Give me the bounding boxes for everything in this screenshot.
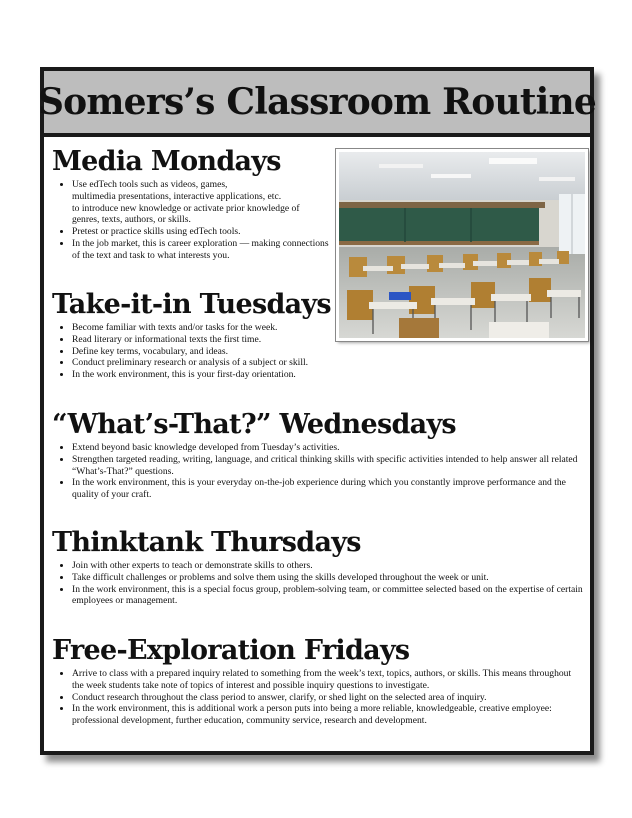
list-item: • In the work environment, this is your first-day orientation. <box>72 369 334 381</box>
bullet-list <box>52 179 334 262</box>
section-thinktank-thursdays <box>52 528 584 607</box>
list-item: • Pretest or practice skills using edTech tools. <box>72 226 334 238</box>
bullet-line: to introduce new knowledge or activate prior knowledge of <box>72 202 300 214</box>
bullet-list <box>52 442 584 501</box>
section-heading: “What’s-That?” Wednesdays <box>52 409 456 440</box>
bullet-list <box>52 322 334 381</box>
list-item: • Become familiar with texts and/or tasks for the week. <box>72 322 334 334</box>
title-bar <box>37 71 597 137</box>
classroom-photo-icon <box>339 152 585 338</box>
list-item: • Join with other experts to teach or demonstrate skills to others. <box>72 560 584 572</box>
bullet-list <box>52 668 584 727</box>
section-media-mondays <box>52 147 334 262</box>
list-item: • Define key terms, vocabulary, and ideas. <box>72 346 334 358</box>
section-whats-that-wednesdays <box>52 410 584 501</box>
classroom-photo <box>336 149 588 341</box>
section-free-exploration-fridays <box>52 636 584 727</box>
list-item <box>72 179 334 226</box>
list-item: • Arrive to class with a prepared inquiry related to something from the week’s text, topics, authors, or skills. This means throughout the week students take note of topics of interest and possible inquiry questions to investigate. <box>72 668 584 692</box>
routine-poster <box>37 67 597 755</box>
section-heading: Free-Exploration Fridays <box>52 635 410 666</box>
bullet-line: multimedia presentations, interactive applications, etc. <box>72 190 282 202</box>
list-item: • In the work environment, this is a special focus group, problem-solving team, or committee selected based on the expertise of certain employees or management. <box>72 584 584 608</box>
list-item: • In the work environment, this is additional work a person puts into being a more reliable, knowledgeable, creative employee: professional development, further education, community service, research and development. <box>72 703 584 727</box>
section-take-it-in-tuesdays <box>52 290 334 381</box>
list-item: • Take difficult challenges or problems and solve them using the skills developed throughout the week or unit. <box>72 572 584 584</box>
bullet-list <box>52 560 584 607</box>
list-item: • In the work environment, this is your everyday on-the-job experience during which you constantly improve performance and the quality of your craft. <box>72 477 584 501</box>
list-item: • Extend beyond basic knowledge developed from Tuesday’s activities. <box>72 442 584 454</box>
section-heading: Thinktank Thursdays <box>52 527 361 558</box>
page-title: Somers’s Classroom Routine <box>37 81 597 123</box>
list-item: • Read literary or informational texts the first time. <box>72 334 334 346</box>
list-item: • Strengthen targeted reading, writing, language, and critical thinking skills with specific activities intended to help answer all related “What’s-That?” questions. <box>72 454 584 478</box>
list-item: • Conduct research throughout the class period to answer, clarify, or shed light on the selected area of inquiry. <box>72 692 584 704</box>
bullet-line: Use edTech tools such as videos, games, <box>72 179 228 190</box>
list-item: • In the job market, this is career exploration — making connections of the text and task to what interests you. <box>72 238 334 262</box>
list-item: • Conduct preliminary research or analysis of a subject or skill. <box>72 357 334 369</box>
section-heading: Take-it-in Tuesdays <box>52 289 331 320</box>
section-heading: Media Mondays <box>52 146 281 177</box>
bullet-line: genres, texts, authors, or skills. <box>72 214 191 226</box>
